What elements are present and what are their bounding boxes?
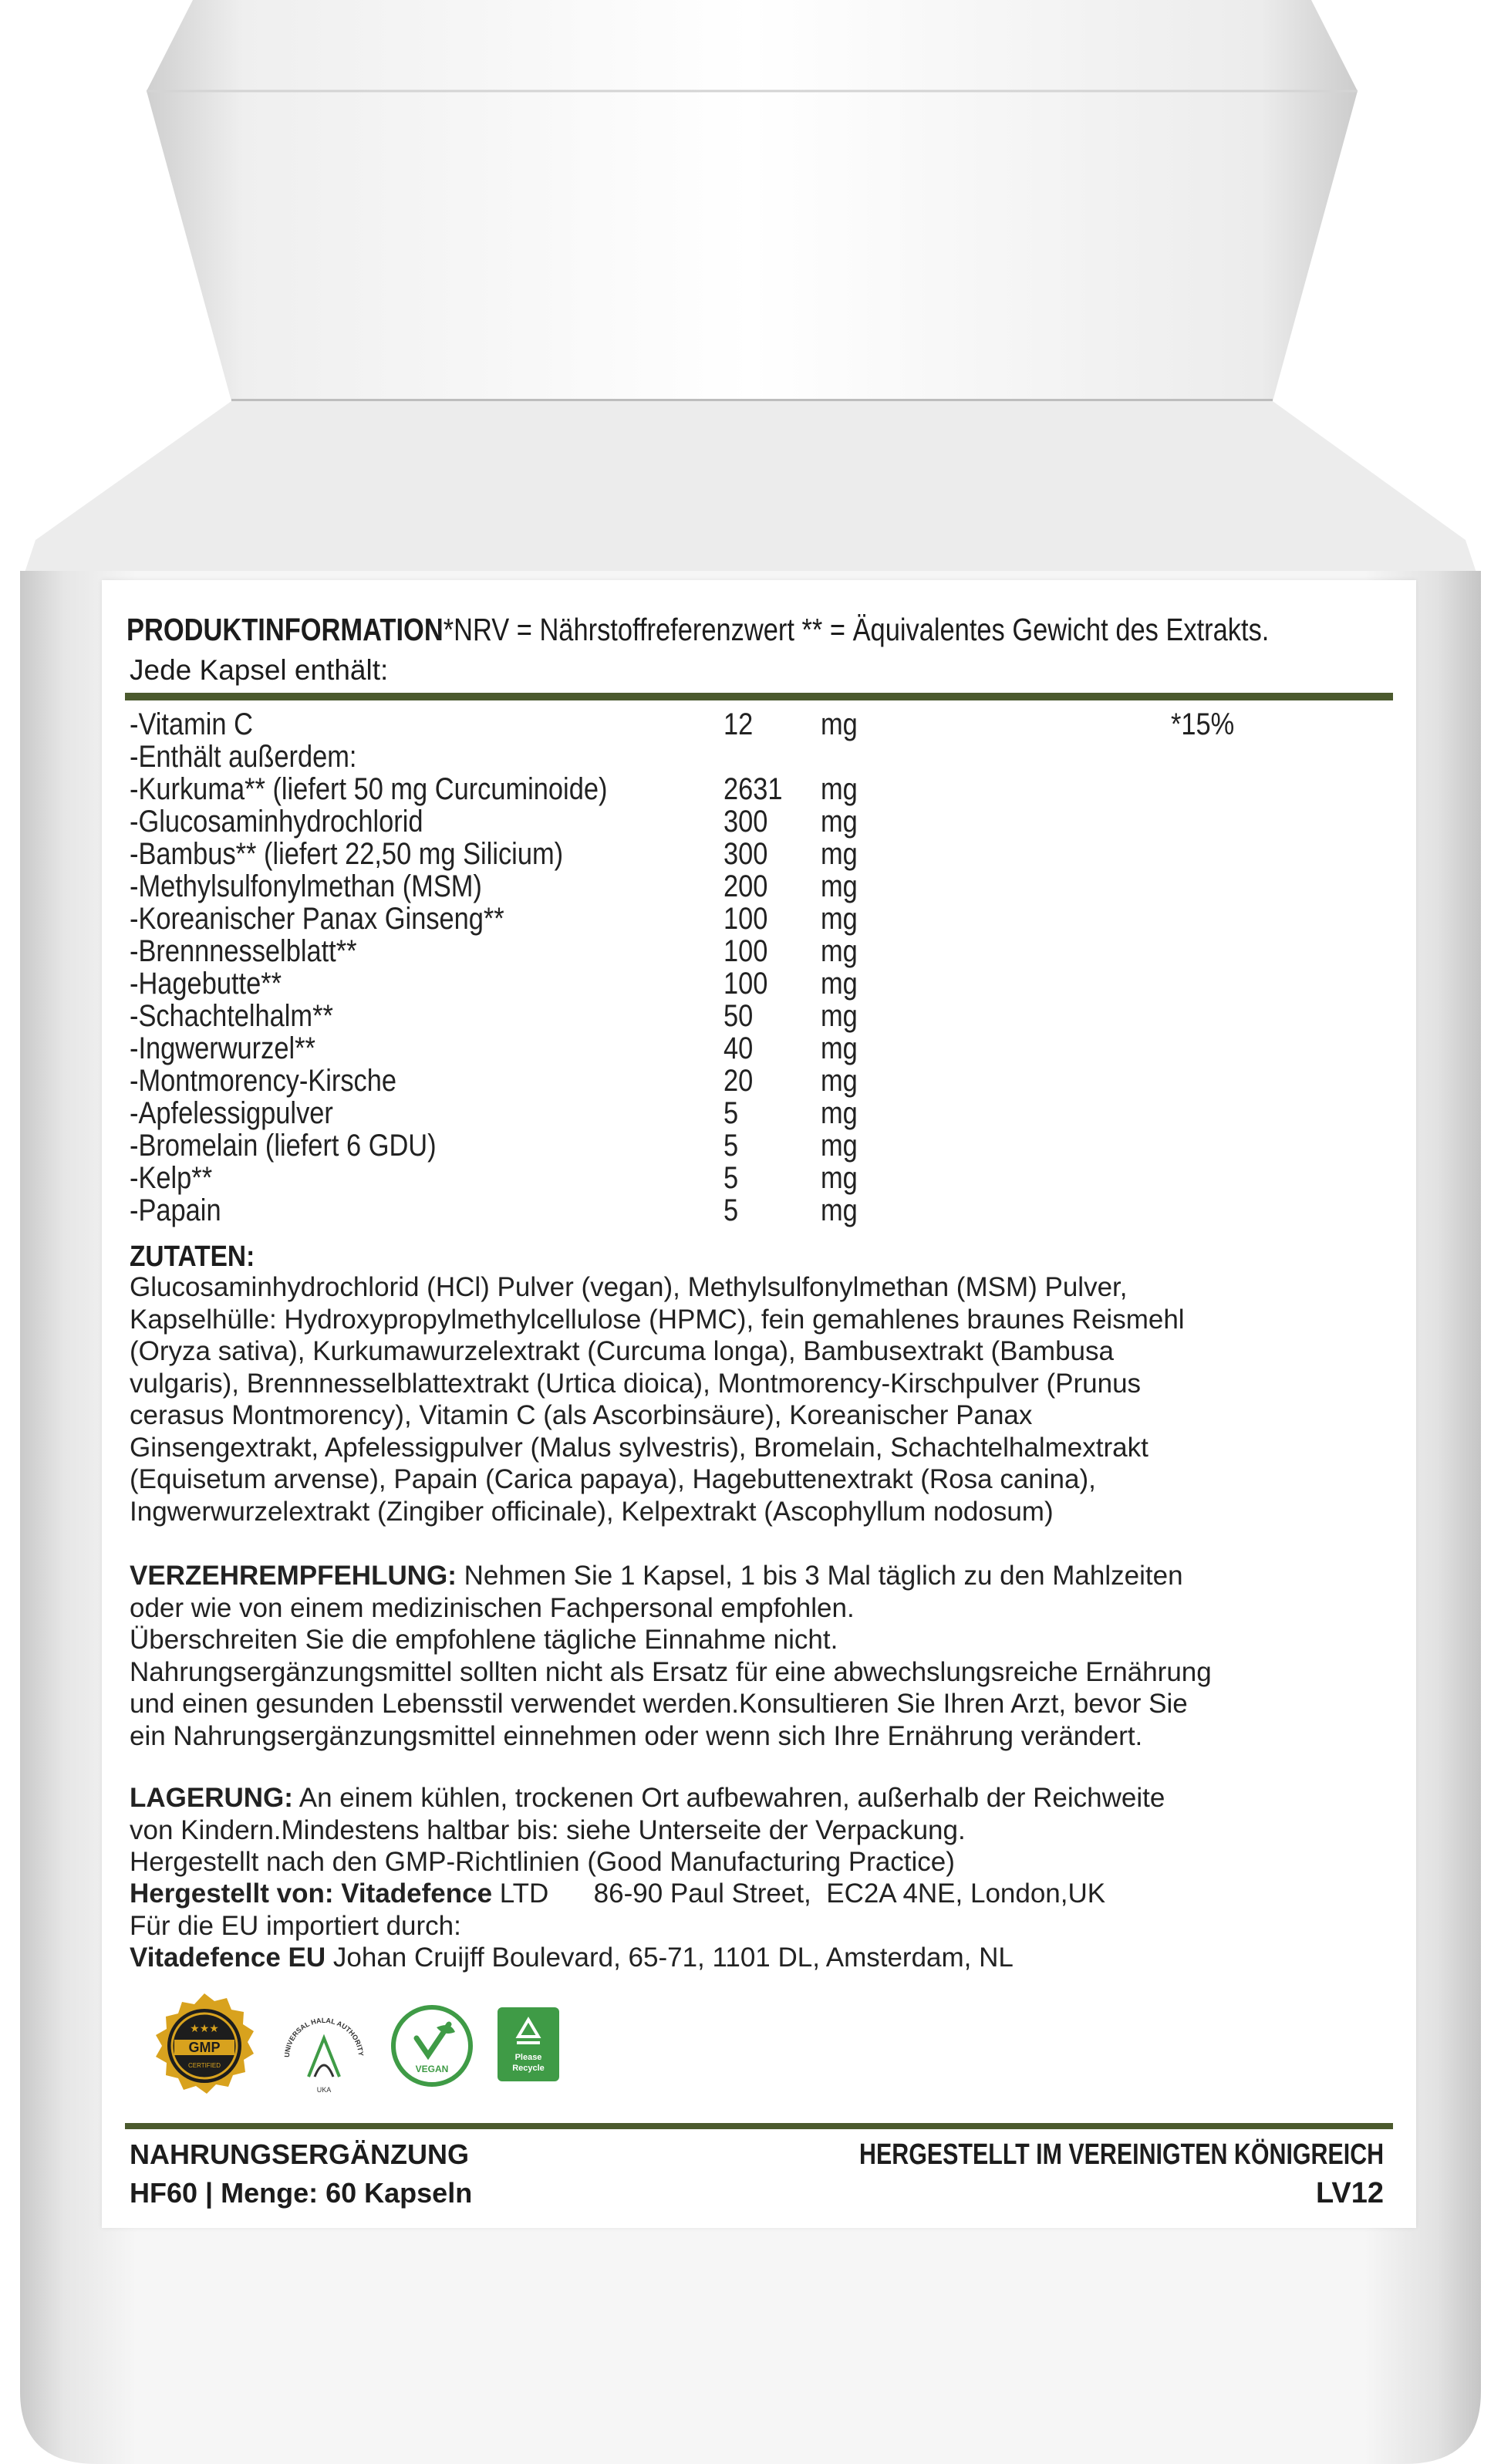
nutrient-row (130, 708, 1379, 741)
header-title: PRODUKTINFORMATION (126, 612, 444, 647)
nutrient-row (130, 741, 1379, 773)
footer-left (130, 2135, 472, 2213)
nutrient-unit: mg (821, 1031, 858, 1065)
nutrient-row (130, 1162, 1379, 1194)
dosage-line: und einen gesunden Lebensstil verwendet werden.Konsultieren Sie Ihren Arzt, bevor Sie (130, 1689, 1188, 1719)
nutrient-row (130, 838, 1379, 870)
nutrient-unit: mg (821, 1161, 858, 1195)
nutrient-amount: 5 (724, 1161, 739, 1195)
nutrient-unit: mg (821, 869, 858, 903)
bottle-cap (147, 0, 1358, 401)
manufacturer-block (130, 1878, 1379, 1974)
nutrient-name: -Methylsulfonylmethan (MSM) (130, 869, 482, 903)
nutrient-amount: 50 (724, 999, 754, 1033)
halal-sub-text: UKA (316, 2086, 332, 2094)
nutrient-row (130, 1065, 1379, 1097)
made-in-text: HERGESTELLT IM VEREINIGTEN KÖNIGREICH (858, 2138, 1384, 2171)
manufacturer-head: Hergestellt von: Vitadefence (130, 1878, 493, 1909)
nutrient-unit: mg (821, 837, 858, 871)
nutrient-name: -Montmorency-Kirsche (130, 1064, 397, 1098)
nutrient-name: -Schachtelhalm** (130, 999, 333, 1033)
nutrient-name: -Koreanischer Panax Ginseng** (130, 902, 504, 936)
dosage-first: Nehmen Sie 1 Kapsel, 1 bis 3 Mal täglich zu den Mahlzeiten (456, 1561, 1183, 1591)
dosage-line: oder wie von einem medizinischen Fachpersonal empfohlen. (130, 1592, 855, 1623)
nutrient-name: -Kelp** (130, 1161, 213, 1195)
nutrient-unit: mg (821, 902, 858, 936)
nutrient-amount: 5 (724, 1096, 739, 1130)
ingredients-line: vulgaris), Brennnesselblattextrakt (Urtica dioica), Montmorency-Kirschpulver (Prunus (130, 1368, 1142, 1399)
nutrient-unit: mg (821, 934, 858, 968)
recycle-text-2: Recycle (512, 2064, 545, 2073)
nutrient-nrv: *15% (1171, 707, 1235, 741)
ingredients-line: Kapselhülle: Hydroxypropylmethylcellulose (HPMC), fein gemahlenes braunes Reismehl (130, 1304, 1185, 1335)
nutrient-amount: 20 (724, 1064, 754, 1098)
storage-first: An einem kühlen, trockenen Ort aufbewahren, außerhalb der Reichweite (292, 1783, 1165, 1813)
nutrient-name: -Vitamin C (130, 707, 253, 741)
nutrient-unit: mg (821, 1193, 858, 1227)
nutrient-name: -Bromelain (liefert 6 GDU) (130, 1129, 437, 1163)
bottom-divider (125, 2123, 1393, 2129)
nutrient-unit: mg (821, 1129, 858, 1163)
halal-logo-icon (278, 1992, 370, 2108)
nutrient-amount: 12 (724, 707, 754, 741)
storage-text (130, 1782, 1379, 1878)
dosage-line: ein Nahrungsergänzungsmittel einnehmen oder wenn sich Ihre Ernährung verändert. (130, 1720, 1143, 1751)
ingredients-line: cerasus Montmorency), Vitamin C (als Ascorbinsäure), Koreanischer Panax (130, 1400, 1033, 1430)
footer-right (728, 2135, 1384, 2213)
certification-logos (147, 1992, 578, 2108)
nutrient-row (130, 935, 1379, 967)
manufacturer-address: LTD 86-90 Paul Street, EC2A 4NE, London,UK (492, 1878, 1106, 1909)
ingredients-title: ZUTATEN: (130, 1240, 255, 1273)
eu-importer-address: Johan Cruijff Boulevard, 65-71, 1101 DL, Amsterdam, NL (325, 1943, 1014, 1973)
storage-head: LAGERUNG: (130, 1783, 293, 1813)
nutrient-unit: mg (821, 1064, 858, 1098)
nutrient-name: -Hagebutte** (130, 967, 282, 1001)
nutrient-name: -Glucosaminhydrochlorid (130, 805, 423, 839)
nutrient-row (130, 870, 1379, 903)
dosage-head: VERZEHREMPFEHLUNG: (130, 1561, 457, 1591)
nutrient-name: -Brennnesselblatt** (130, 934, 357, 968)
nutrient-table (130, 708, 1379, 1227)
header-note: *NRV = Nährstoffreferenzwert ** = Äquivalentes Gewicht des Extrakts. (443, 612, 1270, 647)
nutrient-unit: mg (821, 805, 858, 839)
ingredients-line: Glucosaminhydrochlorid (HCl) Pulver (vegan), Methylsulfonylmethan (MSM) Pulver, (130, 1272, 1128, 1302)
recycle-logo-icon (494, 1992, 563, 2108)
top-divider (125, 693, 1393, 700)
nutrient-name: -Enthält außerdem: (130, 740, 357, 774)
nutrient-row (130, 1097, 1379, 1129)
halal-text: UNIVERSAL HALAL AUTHORITY (282, 2016, 366, 2058)
ingredients-text (130, 1271, 1379, 1527)
label-header (126, 611, 1270, 648)
storage-line: von Kindern.Mindestens haltbar bis: siehe Unterseite der Verpackung. (130, 1814, 966, 1845)
recycle-text-1: Please (514, 2053, 542, 2062)
nutrient-amount: 2631 (724, 772, 783, 806)
storage-line: Hergestellt nach den GMP-Richtlinien (Good Manufacturing Practice) (130, 1847, 955, 1877)
nutrient-row (130, 1129, 1379, 1162)
nutrient-name: -Bambus** (liefert 22,50 mg Silicium) (130, 837, 564, 871)
nutrient-row (130, 1194, 1379, 1227)
nutrient-name: -Apfelessigpulver (130, 1096, 333, 1130)
nutrient-amount: 200 (724, 869, 768, 903)
nutrient-row (130, 805, 1379, 838)
product-label (102, 580, 1416, 2228)
vegan-logo-icon (386, 1992, 478, 2108)
nutrient-row (130, 967, 1379, 1000)
product-type: NAHRUNGSERGÄNZUNG (130, 2138, 469, 2170)
eu-importer-head: Vitadefence EU (130, 1943, 326, 1973)
nutrient-amount: 5 (724, 1129, 739, 1163)
ingredients-line: Ingwerwurzelextrakt (Zingiber officinale), Kelpextrakt (Ascophyllum nodosum) (130, 1496, 1054, 1527)
dosage-line: Überschreiten Sie die empfohlene tägliche Einnahme nicht. (130, 1625, 838, 1655)
nutrient-amount: 100 (724, 967, 768, 1001)
nutrient-amount: 300 (724, 837, 768, 871)
eu-import-label: Für die EU importiert durch: (130, 1910, 461, 1941)
nutrient-unit: mg (821, 967, 858, 1001)
ingredients-line: (Oryza sativa), Kurkumawurzelextrakt (Curcuma longa), Bambusextrakt (Bambusa (130, 1336, 1114, 1366)
vegan-text: VEGAN (415, 2064, 449, 2074)
nutrient-unit: mg (821, 707, 858, 741)
lot-code: LV12 (1315, 2177, 1384, 2209)
nutrient-amount: 100 (724, 934, 768, 968)
gmp-badge-icon (147, 1992, 262, 2108)
ingredients-line: Ginsengextrakt, Apfelessigpulver (Malus sylvestris), Bromelain, Schachtelhalmextrakt (130, 1432, 1149, 1463)
gmp-text: GMP (188, 2040, 221, 2055)
nutrient-unit: mg (821, 999, 858, 1033)
nutrient-amount: 300 (724, 805, 768, 839)
nutrient-amount: 100 (724, 902, 768, 936)
svg-text:★★★: ★★★ (190, 2022, 219, 2034)
nutrient-name: -Ingwerwurzel** (130, 1031, 315, 1065)
gmp-certified-text: CERTIFIED (187, 2062, 221, 2069)
nutrient-amount: 5 (724, 1193, 739, 1227)
nutrient-name: -Papain (130, 1193, 221, 1227)
capsule-contains: Jede Kapsel enthält: (130, 654, 389, 686)
nutrient-unit: mg (821, 772, 858, 806)
dosage-text (130, 1560, 1379, 1752)
ingredients-line: (Equisetum arvense), Papain (Carica papaya), Hagebuttenextrakt (Rosa canina), (130, 1464, 1096, 1494)
nutrient-row (130, 903, 1379, 935)
bottle-shoulder (20, 401, 1481, 586)
nutrient-amount: 40 (724, 1031, 754, 1065)
nutrient-unit: mg (821, 1096, 858, 1130)
dosage-line: Nahrungsergänzungsmittel sollten nicht als Ersatz für eine abwechslungsreiche Ernährung (130, 1656, 1212, 1687)
product-quantity: HF60 | Menge: 60 Kapseln (130, 2177, 473, 2209)
nutrient-row (130, 773, 1379, 805)
nutrient-row (130, 1000, 1379, 1032)
nutrient-row (130, 1032, 1379, 1065)
nutrient-name: -Kurkuma** (liefert 50 mg Curcuminoide) (130, 772, 608, 806)
